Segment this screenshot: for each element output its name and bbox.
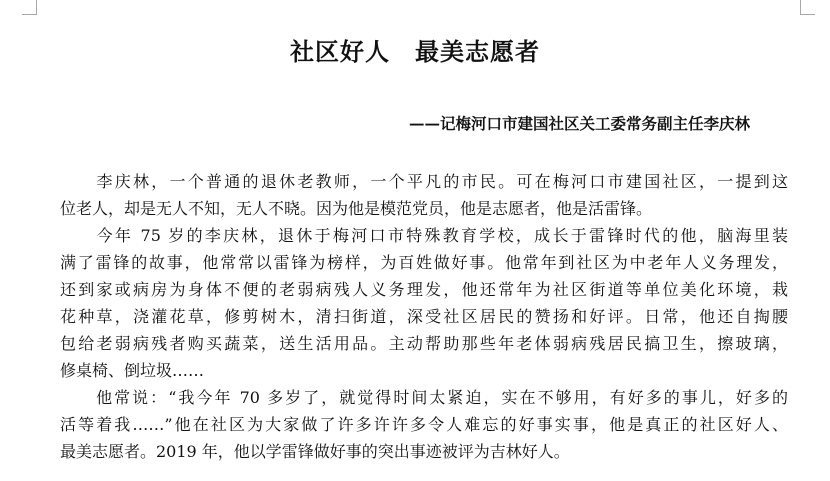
paragraph-line: 最美志愿者。2019 年，他以学雷锋做好事的突出事迹被评为吉林好人。 (60, 442, 570, 461)
paragraph-line: 还到家或病房为身体不便的老弱病残人义务理发，他还常年为社区街道等单位美化环境，栽 (60, 280, 788, 299)
article-title: 社区好人 最美志愿者 (290, 37, 540, 66)
paragraph-line: 包给老弱病残者购买蔬菜，送生活用品。主动帮助那些年老体弱病残居民搞卫生，擦玻璃， (60, 334, 788, 353)
paragraph-line: 花种草，浇灌花草，修剪树木，清扫街道，深受社区居民的赞扬和好评。日常，他还自掏腰 (60, 307, 788, 326)
margin-corner-mark-left (22, 0, 37, 15)
paragraph-line: 位老人，却是无人不知，无人不晓。因为他是模范党员，他是志愿者，他是活雷锋。 (60, 199, 653, 218)
paragraph-line: 他常说：“我今年 70 多岁了，就觉得时间太紧迫，实在不够用，有好多的事儿，好多的 (60, 388, 788, 407)
paragraph-line: 满了雷锋的故事，他常常以雷锋为榜样，为百姓做好事。他常年到社区为中老年人义务理发， (60, 253, 788, 272)
article-subtitle: ——记梅河口市建国社区关工委常务副主任李庆林 (408, 114, 750, 133)
paragraph-line: 今年 75 岁的李庆林，退休于梅河口市特殊教育学校，成长于雷锋时代的他，脑海里装 (60, 226, 788, 245)
paragraph-line: 活等着我……”他在社区为大家做了许多许许多令人难忘的好事实事，他是真正的社区好人、 (60, 415, 788, 434)
margin-corner-mark-right (800, 0, 815, 15)
paragraph-line: 修桌椅、倒垃圾…… (60, 361, 205, 380)
paragraph-line: 李庆林，一个普通的退休老教师，一个平凡的市民。可在梅河口市建国社区，一提到这 (60, 172, 788, 191)
